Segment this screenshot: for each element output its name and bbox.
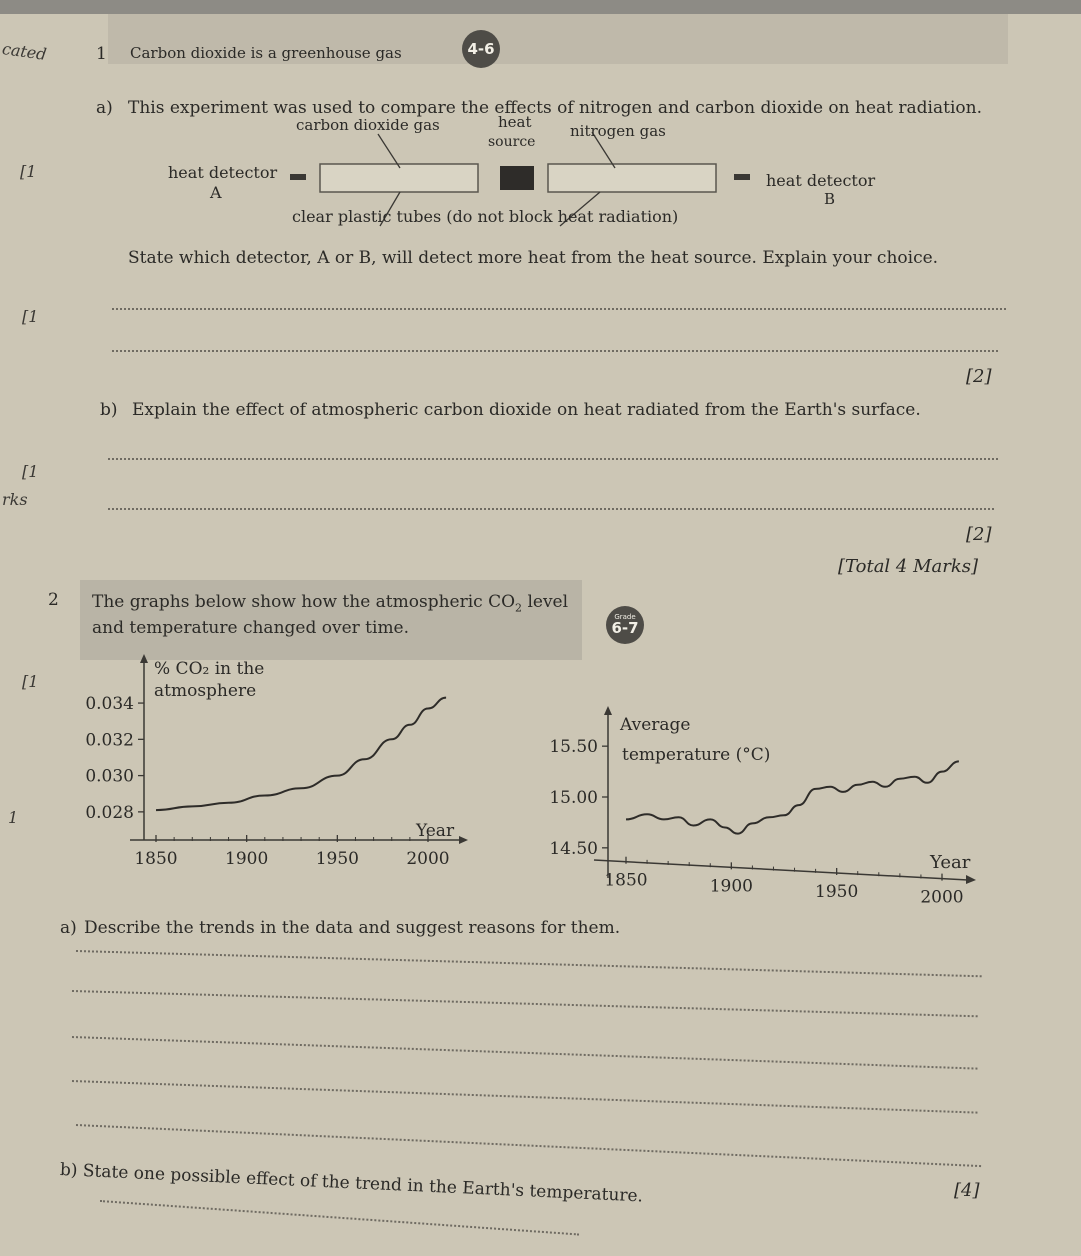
co2-xlabel: Year <box>416 821 455 841</box>
grade-range: 6-7 <box>611 619 639 637</box>
part-b-label: b) <box>100 400 118 420</box>
part-b-question: Explain the effect of atmospheric carbon dioxide on heat radiated from the Earth's surface. <box>132 400 921 420</box>
margin-note: [1 <box>22 462 39 481</box>
margin-note: cated <box>0 38 48 65</box>
temp-ytick-label: 15.00 <box>549 788 598 808</box>
co2-ytick-label: 0.030 <box>85 766 134 787</box>
co2-label: carbon dioxide gas <box>296 116 440 134</box>
co2-pointer <box>378 134 400 168</box>
margin-note: rks <box>2 490 28 509</box>
answer-line[interactable] <box>108 458 998 460</box>
experiment-diagram <box>0 110 1081 230</box>
total-marks: [Total 4 Marks] <box>838 556 979 577</box>
q2-part-b-label: b) <box>59 1160 78 1181</box>
co2-xtick-label: 2000 <box>406 849 450 869</box>
co2-xtick-label: 1900 <box>225 849 269 869</box>
answer-line[interactable] <box>72 1036 978 1070</box>
temp-xlabel: Year <box>930 852 971 873</box>
temp-xtick-label: 1950 <box>815 881 859 902</box>
temp-xtick-label: 2000 <box>920 887 964 908</box>
detector-a-block <box>290 174 306 180</box>
answer-line[interactable] <box>100 1200 579 1235</box>
margin-note: [1 <box>22 307 39 326</box>
grade-badge-1: 4-6 <box>462 30 500 68</box>
temperature-chart <box>530 700 1000 918</box>
question-1-title: Carbon dioxide is a greenhouse gas <box>130 44 402 62</box>
question-2-intro-1: The graphs below show how the atmospheric $CO_2$ level <box>92 592 569 615</box>
co2-ylabel-2: atmosphere <box>154 681 257 701</box>
temp-ylabel-1: Average <box>620 715 691 735</box>
grade-word: Grade <box>614 613 636 621</box>
co2-ytick-label: 0.034 <box>85 694 134 715</box>
answer-line[interactable] <box>76 950 982 977</box>
heat-source-block <box>500 166 534 190</box>
question-1-number: 1 <box>96 44 107 64</box>
q2-part-b-question: State one possible effect of the trend in the Earth's temperature. <box>82 1161 644 1207</box>
co2-ytick-label: 0.032 <box>85 730 134 751</box>
nitrogen-tube <box>548 164 716 192</box>
temp-ytick-label: 15.50 <box>549 737 598 758</box>
part-a-marks: [2] <box>966 366 992 387</box>
q2-marks: [4] <box>954 1180 980 1201</box>
answer-line[interactable] <box>76 1124 981 1167</box>
heat-source-label-1: heat <box>498 113 532 131</box>
detector-b-label: heat detector <box>766 171 876 190</box>
co2-ylabel-1: % CO₂ in the <box>154 659 265 679</box>
detector-b-block <box>734 174 750 180</box>
answer-line[interactable] <box>112 308 1006 310</box>
temp-y-arrow <box>604 706 612 715</box>
answer-line[interactable] <box>112 350 998 352</box>
page-header-strip <box>0 0 1081 14</box>
part-a-label: a) <box>96 98 113 118</box>
temp-ytick-label: 14.50 <box>549 838 598 859</box>
q2-part-b <box>60 1160 680 1208</box>
q2-part-a-question: Describe the trends in the data and suggest reasons for them. <box>84 918 621 938</box>
temp-xtick-label: 1850 <box>604 870 648 891</box>
heat-source-label-2: source <box>488 134 536 150</box>
answer-line[interactable] <box>72 990 978 1017</box>
co2-series-line <box>156 698 446 811</box>
margin-note: [1 <box>20 162 37 181</box>
temp-x-arrow <box>966 875 976 884</box>
detector-a-label: heat detector <box>168 163 278 182</box>
co2-ytick-label: 0.028 <box>85 802 134 823</box>
q2-part-a-label: a) <box>60 918 77 938</box>
answer-line[interactable] <box>72 1080 978 1114</box>
co2-tube <box>320 164 478 192</box>
part-b-marks: [2] <box>966 524 992 545</box>
detector-a-letter: A <box>210 183 222 202</box>
temp-xtick-label: 1900 <box>709 876 753 897</box>
part-a-question: State which detector, A or B, will detect more heat from the heat source. Explain your choice. <box>128 248 939 268</box>
co2-x-arrow <box>459 836 468 844</box>
answer-line[interactable] <box>108 508 994 510</box>
co2-xtick-label: 1850 <box>134 849 178 869</box>
nitrogen-label: nitrogen gas <box>570 122 666 140</box>
co2-chart <box>60 650 490 890</box>
temp-x-axis <box>594 860 968 880</box>
co2-y-arrow <box>140 654 148 663</box>
temp-series-line <box>626 761 959 833</box>
co2-xtick-label: 1950 <box>315 849 359 869</box>
temp-ylabel-2: temperature (°C) <box>622 745 771 765</box>
part-a-intro: This experiment was used to compare the effects of nitrogen and carbon dioxide on heat radiation. <box>128 98 982 118</box>
detector-b-letter: B <box>824 190 836 208</box>
margin-note: [1 <box>22 672 39 691</box>
grade-badge-2 <box>606 606 644 644</box>
question-2-number: 2 <box>48 590 59 610</box>
question-2-intro-2: and temperature changed over time. <box>92 618 410 638</box>
margin-note: 1 <box>8 808 19 827</box>
tubes-label: clear plastic tubes (do not block heat radiation) <box>292 207 679 226</box>
